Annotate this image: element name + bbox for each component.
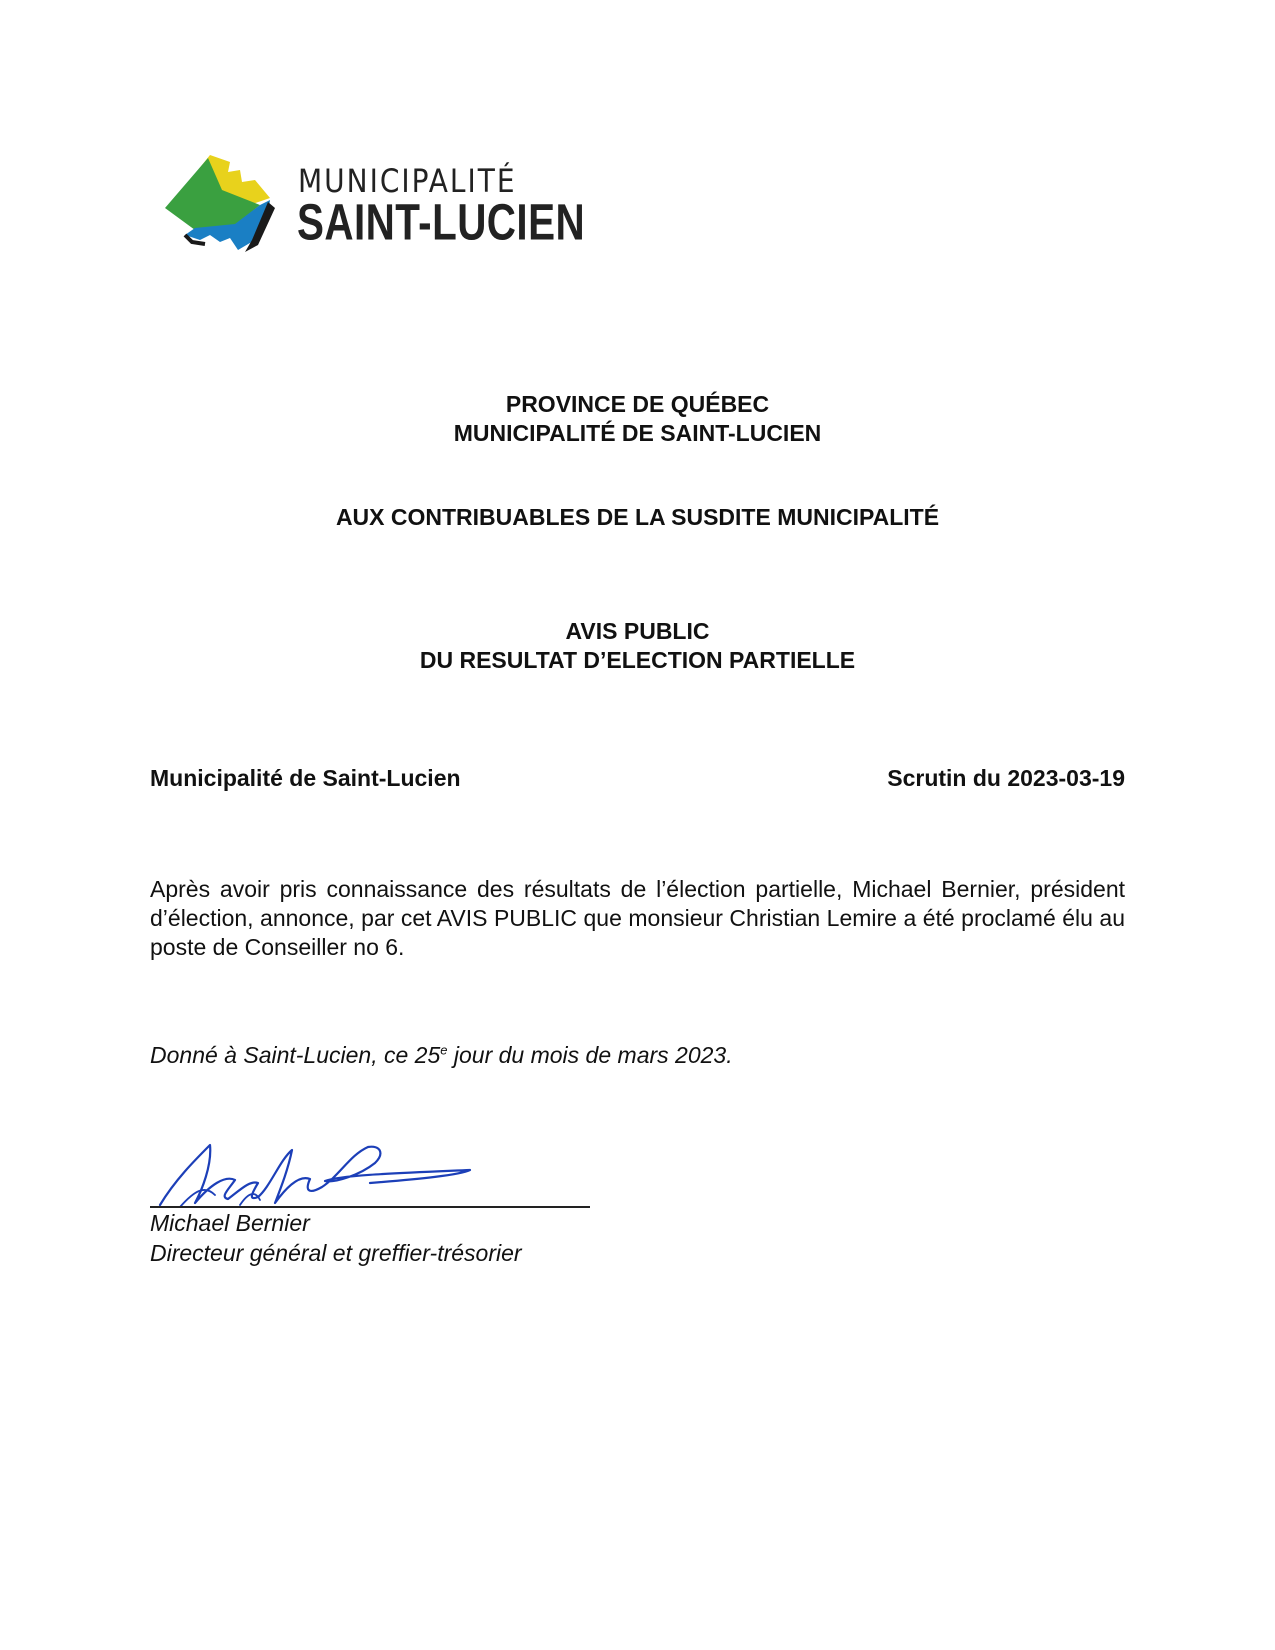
notice-subtitle: DU RESULTAT D’ELECTION PARTIELLE: [419, 647, 856, 673]
notice-block: [0, 617, 1275, 675]
info-scrutin-date: Scrutin du 2023-03-19: [887, 765, 1125, 791]
audience-heading: AUX CONTRIBUABLES DE LA SUSDITE MUNICIPALITÉ: [335, 504, 940, 530]
given-date-line: [150, 1042, 733, 1069]
signature-line: [150, 1206, 590, 1208]
header-block: [0, 390, 1275, 448]
handwritten-signature: [140, 1135, 500, 1215]
notice-title: AVIS PUBLIC: [565, 618, 710, 644]
given-superscript: e: [440, 1042, 448, 1058]
info-municipality: Municipalité de Saint-Lucien: [150, 765, 461, 791]
signatory-name: Michael Bernier: [150, 1210, 310, 1236]
municipality-logo: [160, 140, 586, 255]
given-prefix: Donné à Saint-Lucien, ce 25: [150, 1042, 441, 1068]
puzzle-map-icon: [160, 150, 285, 255]
signatory-title: Directeur général et greffier-trésorier: [150, 1240, 522, 1266]
given-suffix: jour du mois de mars 2023.: [447, 1042, 733, 1068]
province-heading: PROVINCE DE QUÉBEC: [505, 391, 770, 417]
municipality-heading: MUNICIPALITÉ DE SAINT-LUCIEN: [453, 420, 822, 446]
logo-text-line2: SAINT-LUCIEN: [297, 193, 586, 251]
body-paragraph: Après avoir pris connaissance des résultats de l’élection partielle, Michael Bernier, président d’élection, annonce, par cet AVIS PUBLIC que monsieur Christian Lemire a été proclamé élu au poste de Conseiller no 6.: [150, 876, 1125, 960]
logo-text-line1: MUNICIPALITÉ: [298, 162, 517, 200]
